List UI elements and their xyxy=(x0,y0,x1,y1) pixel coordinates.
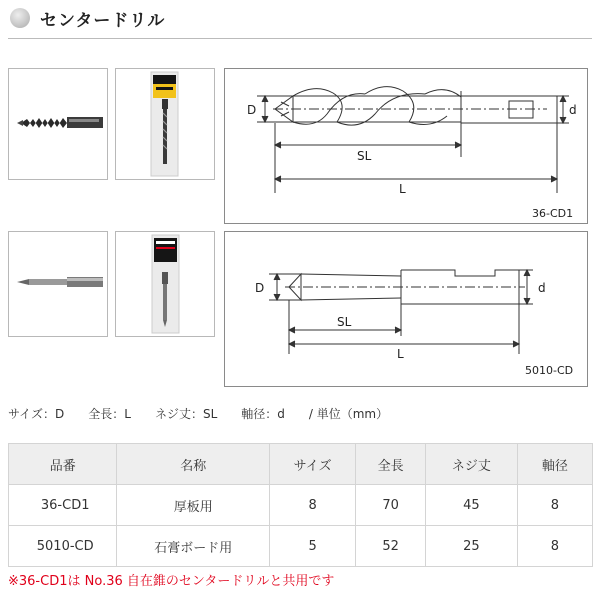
spec-legend: サイズ：D 全長：L ネジ丈：SL 軸径：d / 単位（mm） xyxy=(8,407,389,421)
dim-label-SL: SL xyxy=(357,149,372,163)
cell-thread-length: 45 xyxy=(425,485,517,526)
cell-length: 52 xyxy=(356,526,426,567)
dim-label-d-2: d xyxy=(538,281,546,295)
diagram-code-36-cd1: 36-CD1 xyxy=(532,207,574,220)
cell-size: 5 xyxy=(270,526,356,567)
dim-label-d: d xyxy=(569,103,577,117)
product-photo-package-black[interactable] xyxy=(115,231,215,337)
product-photo-auger-bit[interactable] xyxy=(8,68,108,180)
product-photo-center-drill[interactable] xyxy=(8,231,108,337)
table-header-row xyxy=(9,444,593,485)
header-divider xyxy=(8,38,592,39)
dim-label-L: L xyxy=(399,182,406,196)
cell-part-number: 5010-CD xyxy=(9,526,117,567)
page-title: センタードリル xyxy=(40,11,166,31)
cell-part-number: 36-CD1 xyxy=(9,485,117,526)
dim-label-D-2: D xyxy=(255,281,265,295)
dim-label-SL-2: SL xyxy=(337,315,352,329)
diagram-5010-cd xyxy=(224,231,588,387)
header-size: サイズ xyxy=(270,444,356,485)
product-photo-package-yellow[interactable] xyxy=(115,68,215,180)
table-row xyxy=(9,485,593,526)
cell-size: 8 xyxy=(270,485,356,526)
diagram-code-5010-cd: 5010-CD xyxy=(525,364,574,377)
cell-name: 石膏ボード用 xyxy=(117,526,270,567)
footnote: ※36-CD1は No.36 自在錐のセンタードリルと共用です xyxy=(8,574,335,589)
diagram-5010-cd-drawing xyxy=(225,232,587,386)
header-part-number: 品番 xyxy=(9,444,117,485)
header-name: 名称 xyxy=(117,444,270,485)
header-bullet-icon xyxy=(10,8,30,28)
dim-label-D: D xyxy=(247,103,257,117)
package-black-image xyxy=(116,232,214,336)
header-thread-length: ネジ丈 xyxy=(425,444,517,485)
cell-name: 厚板用 xyxy=(117,485,270,526)
cell-thread-length: 25 xyxy=(425,526,517,567)
header-shank-diameter: 軸径 xyxy=(517,444,592,485)
package-yellow-image xyxy=(116,69,214,179)
header-length: 全長 xyxy=(356,444,426,485)
auger-bit-image xyxy=(9,69,107,179)
diagram-36-cd1-drawing xyxy=(225,69,587,223)
center-drill-image xyxy=(9,232,107,336)
spec-table xyxy=(8,443,593,567)
cell-shank-diameter: 8 xyxy=(517,485,592,526)
cell-shank-diameter: 8 xyxy=(517,526,592,567)
dim-label-L-2: L xyxy=(397,347,404,361)
diagram-36-cd1 xyxy=(224,68,588,224)
cell-length: 70 xyxy=(356,485,426,526)
table-row xyxy=(9,526,593,567)
